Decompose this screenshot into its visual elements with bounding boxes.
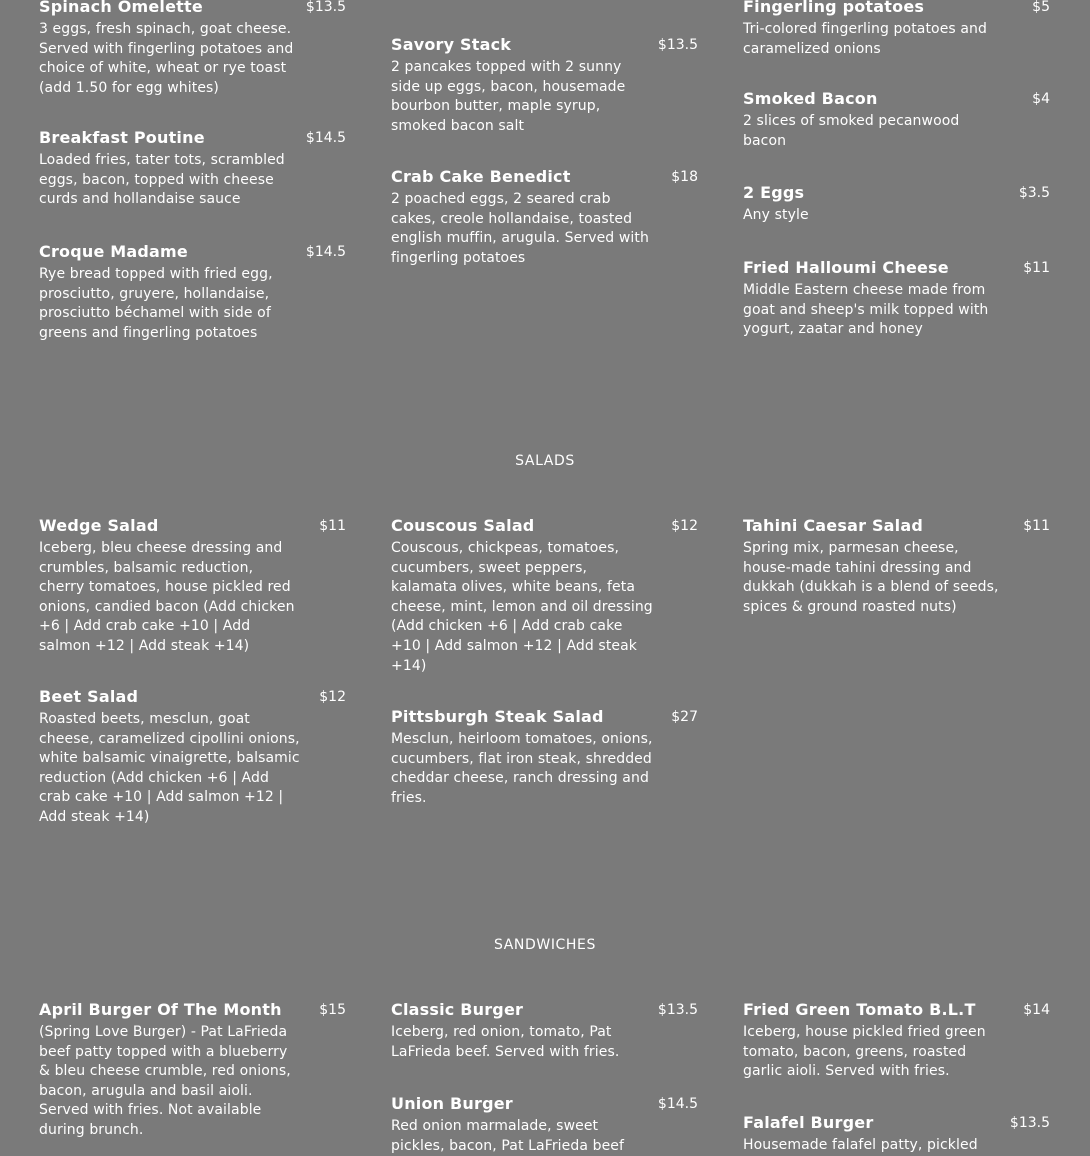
menu-item-description: (Spring Love Burger) - Pat LaFrieda beef patty topped with a blueberry & bleu cheese crumble, red onions, bacon, arugula and basil aioli. Served with fries. Not available during brunch.	[39, 1024, 291, 1138]
menu-item-name: 2 Eggs	[743, 183, 805, 202]
menu-item-name: Smoked Bacon	[743, 89, 878, 108]
menu-item-price: $11	[1023, 518, 1050, 534]
menu-item-description: 2 poached eggs, 2 seared crab cakes, creole hollandaise, toasted english muffin, arugula. Served with fingerling potatoes	[391, 191, 649, 266]
menu-item-price: $12	[671, 518, 698, 534]
menu-item-price: $13.5	[657, 1002, 698, 1018]
menu-item-name: Croque Madame	[39, 242, 188, 261]
menu-item-name: Tahini Caesar Salad	[743, 516, 923, 535]
menu-item-price: $13.5	[657, 37, 698, 53]
menu-item-description: Iceberg, bleu cheese dressing and crumbles, balsamic reduction, cherry tomatoes, house pickled red onions, candied bacon (Add chicken +6 | Add crab cake +10 | Add salmon +12 | Add steak +14)	[39, 540, 295, 654]
menu-item-price: $13.5	[1009, 1115, 1050, 1131]
menu-item-description: Spring mix, parmesan cheese, house-made tahini dressing and dukkah (dukkah is a blend of seeds, spices & ground roasted nuts)	[743, 540, 999, 615]
menu-item-price: $4	[1032, 91, 1050, 107]
menu-item-description: 3 eggs, fresh spinach, goat cheese. Served with fingerling potatoes and choice of white, wheat or rye toast (add 1.50 for egg whites)	[39, 21, 294, 96]
menu-item-description: Red onion marmalade, sweet pickles, bacon, Pat LaFrieda beef	[391, 1118, 625, 1154]
menu-item-price: $11	[319, 518, 346, 534]
menu-item-description: Housemade falafel patty, pickled	[743, 1137, 978, 1153]
menu-item-price: $18	[671, 169, 698, 185]
menu-item-description: Any style	[743, 207, 809, 223]
menu-item-price: $14.5	[305, 244, 346, 260]
menu-item-price: $11	[1023, 260, 1050, 276]
menu-item-description: Couscous, chickpeas, tomatoes, cucumbers, sweet peppers, kalamata olives, white beans, feta cheese, mint, lemon and oil dressing (Add chicken +6 | Add crab cake +10 | Add salmon +12 | Add steak +14)	[391, 540, 653, 674]
menu-item-name: April Burger Of The Month	[39, 1000, 282, 1019]
menu-item-description: Mesclun, heirloom tomatoes, onions, cucumbers, flat iron steak, shredded cheddar cheese, ranch dressing and fries.	[391, 731, 653, 806]
menu-item-description: Roasted beets, mesclun, goat cheese, caramelized cipollini onions, white balsamic vinaigrette, balsamic reduction (Add chicken +6 | Add crab cake +10 | Add salmon +12 | Add steak +14)	[39, 711, 300, 825]
menu-item-description: Middle Eastern cheese made from goat and sheep's milk topped with yogurt, zaatar and honey	[743, 282, 989, 338]
menu-item-description: 2 pancakes topped with 2 sunny side up eggs, bacon, housemade bourbon butter, maple syrup, smoked bacon salt	[391, 59, 626, 134]
menu-item-price: $14	[1023, 1002, 1050, 1018]
menu-item-description: Iceberg, house pickled fried green tomato, bacon, greens, roasted garlic aioli. Served with fries.	[743, 1024, 986, 1080]
menu-item-name: Falafel Burger	[743, 1113, 874, 1132]
menu-item-name: Crab Cake Benedict	[391, 167, 571, 186]
menu-item-name: Fingerling potatoes	[743, 0, 925, 16]
menu-item-name: Classic Burger	[391, 1000, 524, 1019]
menu-item-price: $13.5	[305, 0, 346, 15]
section-title-salads: SALADS	[515, 453, 575, 469]
menu-item-description: Loaded fries, tater tots, scrambled eggs, bacon, topped with cheese curds and hollandaise sauce	[39, 152, 285, 208]
menu-item-name: Beet Salad	[39, 687, 139, 706]
menu-item-price: $27	[671, 709, 698, 725]
menu-item-description: Tri-colored fingerling potatoes and caramelized onions	[743, 21, 988, 57]
menu-item-price: $3.5	[1018, 185, 1050, 201]
menu-item-name: Union Burger	[391, 1094, 513, 1113]
menu-item-name: Spinach Omelette	[39, 0, 203, 16]
menu-item-name: Fried Green Tomato B.L.T	[743, 1000, 976, 1019]
menu-item-name: Fried Halloumi Cheese	[743, 258, 949, 277]
menu-item-name: Pittsburgh Steak Salad	[391, 707, 604, 726]
menu-item-price: $15	[319, 1002, 346, 1018]
section-title-sandwiches: SANDWICHES	[494, 937, 596, 953]
menu-item-name: Breakfast Poutine	[39, 128, 205, 147]
menu-item-name: Savory Stack	[391, 35, 512, 54]
menu-item-price: $12	[319, 689, 346, 705]
menu-item-description: Iceberg, red onion, tomato, Pat LaFrieda beef. Served with fries.	[391, 1024, 620, 1060]
menu-item-price: $14.5	[305, 130, 346, 146]
menu-item-name: Wedge Salad	[39, 516, 159, 535]
menu-item-description: 2 slices of smoked pecanwood bacon	[743, 113, 960, 149]
menu-item-description: Rye bread topped with fried egg, prosciutto, gruyere, hollandaise, prosciutto béchamel with side of greens and fingerling potatoes	[39, 266, 273, 341]
menu-item-price: $14.5	[657, 1096, 698, 1112]
menu-item-price: $5	[1032, 0, 1050, 15]
menu-item-name: Couscous Salad	[391, 516, 535, 535]
